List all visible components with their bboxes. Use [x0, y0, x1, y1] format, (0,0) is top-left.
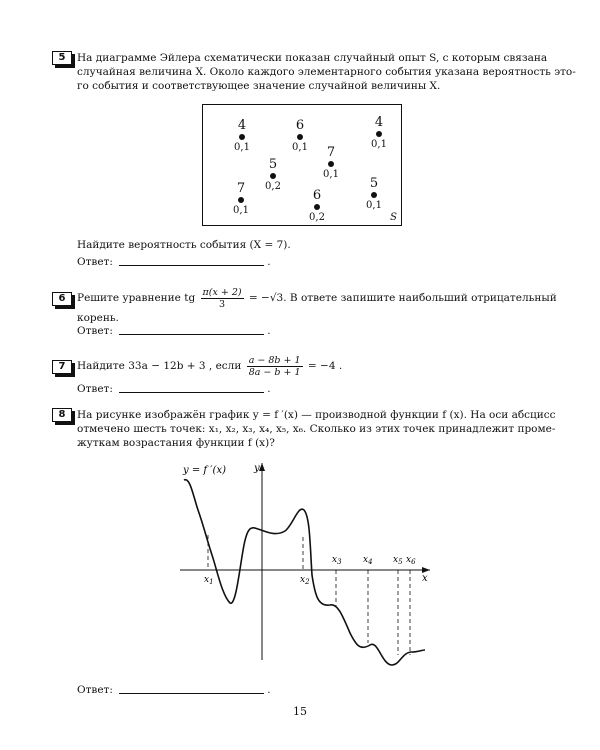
event-5: [258, 158, 288, 192]
event-4: [316, 146, 346, 180]
answer-label: Ответ:: [77, 256, 113, 268]
task-5-text-line-3: го события и соответствующее значение случайной величины X.: [77, 80, 441, 92]
event-7-dot: [314, 204, 320, 210]
event-7: [302, 189, 332, 223]
derivative-graph: [160, 455, 440, 680]
event-2: [285, 119, 315, 153]
event-3-dot: [376, 131, 382, 137]
point-label-x4: $x_4$: [363, 555, 373, 566]
task-6-suffix: . В ответе запишите наибольший отрицательный: [283, 292, 557, 304]
task-6-rhs: = −√3: [248, 292, 284, 304]
task-5-answer: Ответ: .: [77, 256, 271, 268]
task-6-fraction: [201, 287, 244, 310]
task-8-text-line-2: отмечено шесть точек: x₁, x₂, x₃, x₄, x₅, x₆. Сколько из этих точек принадлежит проме-: [77, 423, 556, 435]
answer-field[interactable]: [119, 684, 264, 694]
task-7-answer: Ответ: .: [77, 383, 271, 395]
point-label-x5: $x_5$: [393, 555, 403, 566]
task-6-answer: Ответ: .: [77, 325, 271, 337]
task-6-prefix: Решите уравнение tg: [77, 292, 196, 304]
event-5-dot: [270, 173, 276, 179]
page-number: 15: [293, 705, 307, 718]
task-5-text-line-2: случайная величина X. Около каждого элементарного события указана вероятность это-: [77, 66, 576, 78]
set-label: S: [390, 212, 397, 223]
event-1-dot: [239, 134, 245, 140]
euler-diagram: [202, 104, 402, 226]
task-6-text-line-1: [77, 284, 557, 312]
event-6-value: 7: [236, 181, 246, 196]
task-7-frac-num: a − 8b + 1: [248, 354, 301, 366]
task-8-answer: Ответ: .: [77, 684, 271, 696]
answer-field[interactable]: [119, 256, 264, 266]
task-6-text-line-2: корень.: [77, 312, 119, 324]
event-6: [226, 182, 256, 216]
derivative-curve: [184, 480, 425, 665]
task-5-number: 5: [52, 51, 72, 65]
event-1-prob: 0,1: [234, 142, 250, 153]
point-label-x6: $x_6$: [406, 555, 416, 566]
event-3-prob: 0,1: [371, 139, 387, 150]
task-8-text-line-1: На рисунке изображён график y = f ′(x) — производной функции f (x). На оси абсцисс: [77, 409, 556, 421]
event-5-value: 5: [268, 157, 278, 172]
event-7-prob: 0,2: [309, 212, 325, 223]
task-7-text-line-1: [77, 352, 342, 380]
task-6-frac-num: π(x + 2): [202, 286, 242, 298]
answer-label: Ответ:: [77, 325, 113, 337]
event-8-dot: [371, 192, 377, 198]
event-4-dot: [328, 161, 334, 167]
answer-label: Ответ:: [77, 383, 113, 395]
answer-label: Ответ:: [77, 684, 113, 696]
event-2-dot: [297, 134, 303, 140]
y-axis-label: y: [254, 463, 260, 474]
curve-label: y = f ′(x): [183, 465, 226, 476]
task-7-rhs: = −4 .: [307, 360, 343, 372]
y-axis-arrow: [259, 463, 265, 471]
event-6-prob: 0,1: [233, 205, 249, 216]
task-5-question: Найдите вероятность события (X = 7).: [77, 239, 291, 251]
task-7-number: 7: [52, 360, 72, 374]
task-8-number: 8: [52, 408, 72, 422]
event-2-value: 6: [295, 118, 305, 133]
event-6-dot: [238, 197, 244, 203]
event-2-prob: 0,1: [292, 142, 308, 153]
event-8-value: 5: [369, 176, 379, 191]
task-6-number: 6: [52, 292, 72, 306]
event-1: [227, 119, 257, 153]
event-8-prob: 0,1: [366, 200, 382, 211]
answer-field[interactable]: [119, 325, 264, 335]
task-5-text-line-1: На диаграмме Эйлера схематически показан случайный опыт S, с которым связана: [77, 52, 548, 64]
event-3: [364, 116, 394, 150]
event-3-value: 4: [374, 115, 384, 130]
task-7-fraction: [247, 355, 303, 378]
event-4-value: 7: [326, 145, 336, 160]
event-4-prob: 0,1: [323, 169, 339, 180]
task-7-frac-den: 8a − b + 1: [248, 366, 301, 378]
point-label-x3: $x_3$: [332, 555, 342, 566]
answer-field[interactable]: [119, 383, 264, 393]
point-label-x2: $x_2$: [300, 575, 310, 586]
task-7-prefix: Найдите 33a − 12b + 3 , если: [77, 360, 242, 372]
event-5-prob: 0,2: [265, 181, 281, 192]
task-8-text-line-3: жуткам возрастания функции f (x)?: [77, 437, 275, 449]
x-axis-label: x: [422, 573, 428, 584]
event-1-value: 4: [237, 118, 247, 133]
task-6-frac-den: 3: [219, 298, 226, 310]
event-7-value: 6: [312, 188, 322, 203]
event-8: [359, 177, 389, 211]
point-label-x1: $x_1$: [204, 575, 214, 586]
